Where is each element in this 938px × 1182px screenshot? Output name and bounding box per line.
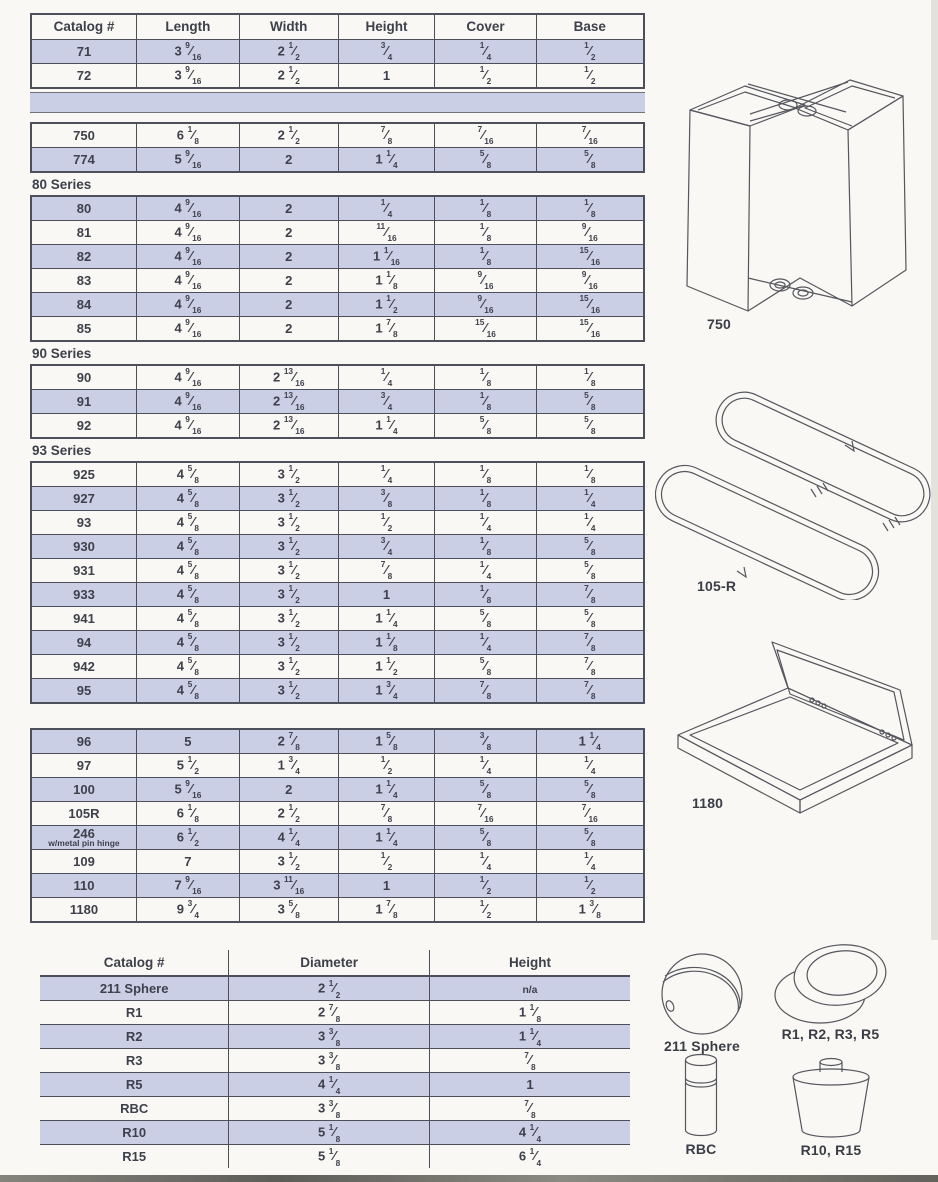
dimension-table-block [30,364,645,439]
cell: Width [239,14,338,40]
cell: $^1⁄_2$ [338,511,435,535]
cell: 4 $^5⁄_8$ [136,487,239,511]
cell: $^1⁄_8$ [435,535,536,559]
cell: $^{15}⁄_{16}$ [536,317,644,342]
cell: $^1⁄_8$ [435,390,536,414]
cell: $^3⁄_8$ [435,729,536,754]
table-row [31,40,644,64]
table-row [31,655,644,679]
cell: $^9⁄_{16}$ [536,221,644,245]
cell: 2 $^1⁄_2$ [239,64,338,89]
cell: 4 $^9⁄_{16}$ [136,221,239,245]
cell: $^1⁄_2$ [536,874,644,898]
table-row [31,802,644,826]
cell: 2 [239,778,338,802]
cell: 4 $^5⁄_8$ [136,583,239,607]
cell: 3 $^1⁄_2$ [239,607,338,631]
cell: $^1⁄_2$ [435,874,536,898]
cell: $^7⁄_8$ [338,123,435,148]
cell: $^1⁄_8$ [435,487,536,511]
cell: $^1⁄_4$ [536,850,644,874]
table-row [31,148,644,173]
table-row [31,245,644,269]
cell: $^1⁄_8$ [435,365,536,390]
cell: Diameter [229,950,430,976]
page-bottom-strip [0,1175,938,1182]
cell: 931 [31,559,136,583]
round-box-drawing [768,940,893,1028]
table-row [31,221,644,245]
table-row [31,414,644,439]
cell: 3 $^1⁄_2$ [239,631,338,655]
cell: 1 $^1⁄_4$ [338,148,435,173]
cell: 933 [31,583,136,607]
cell: $^7⁄_8$ [536,655,644,679]
cell: 2 $^7⁄_8$ [229,1001,430,1025]
cell: $^7⁄_8$ [338,559,435,583]
cell: $^5⁄_8$ [536,607,644,631]
cell: $^7⁄_{16}$ [536,802,644,826]
cell: 94 [31,631,136,655]
cell: $^1⁄_4$ [536,754,644,778]
cell: 2 $^1⁄_2$ [239,123,338,148]
cell: $^1⁄_4$ [435,754,536,778]
cell: $^1⁄_8$ [435,245,536,269]
cell: $^7⁄_8$ [536,679,644,704]
cell: 1 $^1⁄_4$ [429,1025,630,1049]
cell: 5 $^9⁄_{16}$ [136,148,239,173]
cell: 4 $^5⁄_8$ [136,511,239,535]
cell: $^9⁄_{16}$ [435,293,536,317]
table-row [31,487,644,511]
figure-rbc [678,1052,724,1157]
table-row [31,850,644,874]
cell: 3 $^1⁄_2$ [239,655,338,679]
cell: 1 $^1⁄_8$ [429,1001,630,1025]
cell: 4 $^1⁄_4$ [429,1121,630,1145]
table-row [40,1025,630,1049]
cell: $^5⁄_8$ [435,655,536,679]
cell: $^7⁄_8$ [429,1049,630,1073]
cell: 211 Sphere [40,976,229,1001]
table-row [31,390,644,414]
cell: $^9⁄_{16}$ [435,269,536,293]
cell: $^5⁄_8$ [435,778,536,802]
header-row [31,14,644,40]
table-row [31,607,644,631]
cell: $^5⁄_8$ [536,826,644,850]
cell: $^1⁄_4$ [338,365,435,390]
cell: 1 $^1⁄_4$ [338,414,435,439]
cell: $^9⁄_{16}$ [536,269,644,293]
cell: R10 [40,1121,229,1145]
cell: 4 $^5⁄_8$ [136,607,239,631]
cell: Height [338,14,435,40]
cell: 4 $^1⁄_4$ [239,826,338,850]
cell: $^1⁄_8$ [435,196,536,221]
double-box-drawing [660,48,935,313]
cell: $^1⁄_4$ [435,559,536,583]
cell: $^5⁄_8$ [536,148,644,173]
table-row [40,976,630,1001]
cell: R5 [40,1073,229,1097]
cell: 4 $^9⁄_{16}$ [136,317,239,342]
cell: 2 $^1⁄_2$ [239,40,338,64]
cell: 1 $^3⁄_8$ [536,898,644,923]
cell: 109 [31,850,136,874]
dimension-table-block [30,13,645,89]
cell: $^1⁄_8$ [536,365,644,390]
cell: 2 $^{13}⁄_{16}$ [239,414,338,439]
cell: 3 $^1⁄_2$ [239,535,338,559]
page-edge-shadow [931,0,938,940]
dimension-table-block [30,728,645,923]
cell: 3 $^1⁄_2$ [239,850,338,874]
cell: Height [429,950,630,976]
cell: 5 $^1⁄_8$ [229,1121,430,1145]
table-row [31,679,644,704]
table-row [31,123,644,148]
cell: 3 $^9⁄_{16}$ [136,64,239,89]
table-row [31,535,644,559]
cell: $^5⁄_8$ [435,414,536,439]
cell: Length [136,14,239,40]
cell: 85 [31,317,136,342]
cell: $^5⁄_8$ [536,390,644,414]
cell: $^5⁄_8$ [435,607,536,631]
cell: 1 $^1⁄_4$ [536,729,644,754]
cell: $^7⁄_8$ [536,631,644,655]
table-row [40,1001,630,1025]
cell: R2 [40,1025,229,1049]
cell: 3 $^5⁄_8$ [239,898,338,923]
figure-label-r1: R1, R2, R3, R5 [781,1026,880,1042]
cell: $^1⁄_2$ [536,64,644,89]
cell: 1 $^1⁄_{16}$ [338,245,435,269]
cell: $^1⁄_2$ [338,850,435,874]
table-row [40,1121,630,1145]
catalog-table-round [40,950,630,1168]
cell: 1 $^1⁄_4$ [338,778,435,802]
cell: 5 $^9⁄_{16}$ [136,778,239,802]
round-items-table [40,950,630,1168]
cell: $^5⁄_8$ [435,148,536,173]
cell: $^7⁄_8$ [429,1097,630,1121]
cell: 1 [338,64,435,89]
cell: $^1⁄_8$ [435,583,536,607]
catalog-table-main [30,13,645,923]
cell: 100 [31,778,136,802]
cell: 1 $^1⁄_2$ [338,293,435,317]
cell: $^{15}⁄_{16}$ [536,293,644,317]
cell: Catalog # [31,14,136,40]
cell: 2 $^7⁄_8$ [239,729,338,754]
cell: 2 $^{13}⁄_{16}$ [239,365,338,390]
cell: 1 $^7⁄_8$ [338,898,435,923]
cell: 1 $^3⁄_4$ [239,754,338,778]
cell: 2 [239,269,338,293]
cell: 1 [429,1073,630,1097]
cell: 2 [239,293,338,317]
table-gap [30,704,645,728]
cell: 3 $^1⁄_2$ [239,511,338,535]
cell: 4 $^9⁄_{16}$ [136,293,239,317]
cell: $^3⁄_4$ [338,390,435,414]
cell: 96 [31,729,136,754]
cell: $^7⁄_{16}$ [435,123,536,148]
figure-label-rbc: RBC [685,1141,717,1157]
cell: R15 [122,1149,147,1164]
cell: $^1⁄_8$ [435,221,536,245]
cell: $^5⁄_8$ [536,535,644,559]
cell: 91 [31,390,136,414]
cell: 2 [239,196,338,221]
tapered-jar-drawing [788,1056,874,1140]
cell: 92 [31,414,136,439]
cell: 110 [31,874,136,898]
series-label: 93 Series [32,443,92,458]
cell: 9 $^3⁄_4$ [136,898,239,923]
cell: 97 [31,754,136,778]
table-row [31,196,644,221]
sphere-drawing [652,948,752,1038]
cell: 6 $^1⁄_2$ [136,826,239,850]
cell: 4 $^9⁄_{16}$ [136,365,239,390]
cell: 1 $^1⁄_8$ [338,631,435,655]
cell: 2 [239,317,338,342]
cell: 3 $^1⁄_2$ [239,462,338,487]
cell: 3 $^1⁄_2$ [239,559,338,583]
cell: 4 $^9⁄_{16}$ [136,414,239,439]
table-row [31,462,644,487]
cell: 72 [31,64,136,89]
series-label: 90 Series [32,346,92,361]
cell: $^3⁄_4$ [338,535,435,559]
table-row [40,1145,630,1169]
cell: RBC [40,1097,229,1121]
cell: $^7⁄_8$ [536,583,644,607]
cell: 4 $^9⁄_{16}$ [136,196,239,221]
cell: 7 [136,850,239,874]
cell: 246 w/metal pin hinge [31,826,136,850]
table-row [40,1097,630,1121]
cell: 4 $^5⁄_8$ [136,655,239,679]
cell: $^1⁄_4$ [435,850,536,874]
cell: 93 [31,511,136,535]
cell: $^3⁄_8$ [338,487,435,511]
cell: $^1⁄_2$ [435,898,536,923]
cell: 3 $^1⁄_2$ [239,679,338,704]
cell: Catalog # [40,950,229,976]
cell: $^5⁄_8$ [536,778,644,802]
cell: 930 [31,535,136,559]
figure-label-1180: 1180 [692,795,724,811]
cell: R3 [40,1049,229,1073]
oval-case-drawing [655,385,938,600]
cell: 1 [338,874,435,898]
cell: 3 $^9⁄_{16}$ [136,40,239,64]
separator-band [30,92,645,113]
cell: 1 $^3⁄_4$ [338,679,435,704]
cell: 3 $^1⁄_2$ [239,487,338,511]
cell: 1 $^5⁄_8$ [338,729,435,754]
cell: 4 $^9⁄_{16}$ [136,245,239,269]
cell: $^1⁄_4$ [338,462,435,487]
series-label: 80 Series [32,177,92,192]
cell: 4 $^9⁄_{16}$ [136,269,239,293]
cell: 4 $^5⁄_8$ [136,679,239,704]
cell: $^1⁄_4$ [435,40,536,64]
cell: $^{15}⁄_{16}$ [536,245,644,269]
figure-label-750: 750 [707,316,731,332]
table-row [40,1073,630,1097]
cell: 71 [31,40,136,64]
cell: 2 [239,221,338,245]
cylinder-drawing [678,1052,724,1138]
figure-r1-group [768,940,893,1042]
table-row [31,293,644,317]
figure-105r [655,385,938,600]
table-row [40,1049,630,1073]
cell: 2 [239,245,338,269]
cell: $^7⁄_8$ [338,802,435,826]
table-row [31,631,644,655]
cell: 6 $^1⁄_8$ [136,123,239,148]
figure-r10-group [788,1056,874,1158]
table-row [31,559,644,583]
cell: 2 $^1⁄_2$ [239,802,338,826]
long-box-drawing [660,640,938,820]
table-row [31,317,644,342]
table-row [31,269,644,293]
cell: 942 [31,655,136,679]
cell: 4 $^1⁄_4$ [229,1073,430,1097]
cell: 3 $^3⁄_8$ [229,1097,430,1121]
figure-label-r10: R10, R15 [800,1142,862,1158]
cell: 4 $^5⁄_8$ [136,631,239,655]
cell: 2 $^{13}⁄_{16}$ [239,390,338,414]
table-row [31,365,644,390]
dimension-table-block [30,122,645,173]
figure-label-211: 211 Sphere [664,1038,740,1054]
cell: $^7⁄_{16}$ [536,123,644,148]
cell: $^5⁄_8$ [536,559,644,583]
cell: 84 [31,293,136,317]
cell: 2 [239,148,338,173]
cell: 5 [136,729,239,754]
cell: $^1⁄_4$ [435,511,536,535]
cell: 90 [31,365,136,390]
table-row [31,511,644,535]
dimension-table-block [30,461,645,704]
cell: 1 [338,583,435,607]
cell: 3 $^3⁄_8$ [229,1049,430,1073]
cell: 3 $^{11}⁄_{16}$ [239,874,338,898]
cell: 80 [31,196,136,221]
cell: 941 [31,607,136,631]
cell: R1 [40,1001,229,1025]
cell: $^3⁄_4$ [338,40,435,64]
cell: 4 $^5⁄_8$ [136,559,239,583]
cell: $^1⁄_4$ [536,511,644,535]
cell: $^5⁄_8$ [435,826,536,850]
cell: 1 $^1⁄_4$ [338,607,435,631]
cell: $^7⁄_{16}$ [435,802,536,826]
cell: 3 $^1⁄_2$ [239,583,338,607]
figure-label-105r: 105-R [697,578,737,594]
cell: 7 $^9⁄_{16}$ [136,874,239,898]
cell: 4 $^5⁄_8$ [136,535,239,559]
cell: $^{11}⁄_{16}$ [338,221,435,245]
cell: 82 [31,245,136,269]
cell: 1 $^1⁄_4$ [338,826,435,850]
cell: 750 [31,123,136,148]
cell: $^1⁄_8$ [536,196,644,221]
cell: Base [536,14,644,40]
cell: $^{15}⁄_{16}$ [435,317,536,342]
cell: 927 [31,487,136,511]
cell: n/a [429,976,630,1001]
cell: $^1⁄_4$ [536,487,644,511]
cell: 4 $^9⁄_{16}$ [136,390,239,414]
cell: 6 $^1⁄_4$ [429,1145,630,1169]
cell: 81 [31,221,136,245]
cell: 774 [31,148,136,173]
cell: $^1⁄_4$ [338,196,435,221]
dimension-table-block [30,195,645,342]
cell: 1 $^7⁄_8$ [338,317,435,342]
table-row [31,583,644,607]
table-row [31,754,644,778]
cell: 925 [31,462,136,487]
cell: 95 [31,679,136,704]
figure-1180 [660,640,938,820]
cell: $^7⁄_8$ [435,679,536,704]
cell: 83 [31,269,136,293]
cell: $^1⁄_2$ [536,40,644,64]
cell: 5 $^1⁄_2$ [136,754,239,778]
cell: 105R [31,802,136,826]
cell: 1 $^1⁄_8$ [338,269,435,293]
table-row [31,729,644,754]
cell: $^1⁄_8$ [435,462,536,487]
figure-211-sphere [652,948,752,1054]
figure-750 [660,48,935,332]
cell: $^1⁄_2$ [435,64,536,89]
table-row [31,778,644,802]
cell: 3 $^3⁄_8$ [229,1025,430,1049]
cell: 2 $^1⁄_2$ [229,976,430,1001]
table-row [31,64,644,89]
cell: 1180 [31,898,136,923]
table-row [31,874,644,898]
header-row [40,950,630,976]
table-row [31,898,644,923]
cell: $^1⁄_2$ [338,754,435,778]
cell: 4 $^5⁄_8$ [136,462,239,487]
cell: $^5⁄_8$ [536,414,644,439]
cell: $^1⁄_4$ [435,631,536,655]
cell: 5 $^1⁄_8$ [229,1145,430,1169]
table-row [31,826,644,850]
cell: Cover [435,14,536,40]
cell: 6 $^1⁄_8$ [136,802,239,826]
cell: 1 $^1⁄_2$ [338,655,435,679]
cell: $^1⁄_8$ [536,462,644,487]
